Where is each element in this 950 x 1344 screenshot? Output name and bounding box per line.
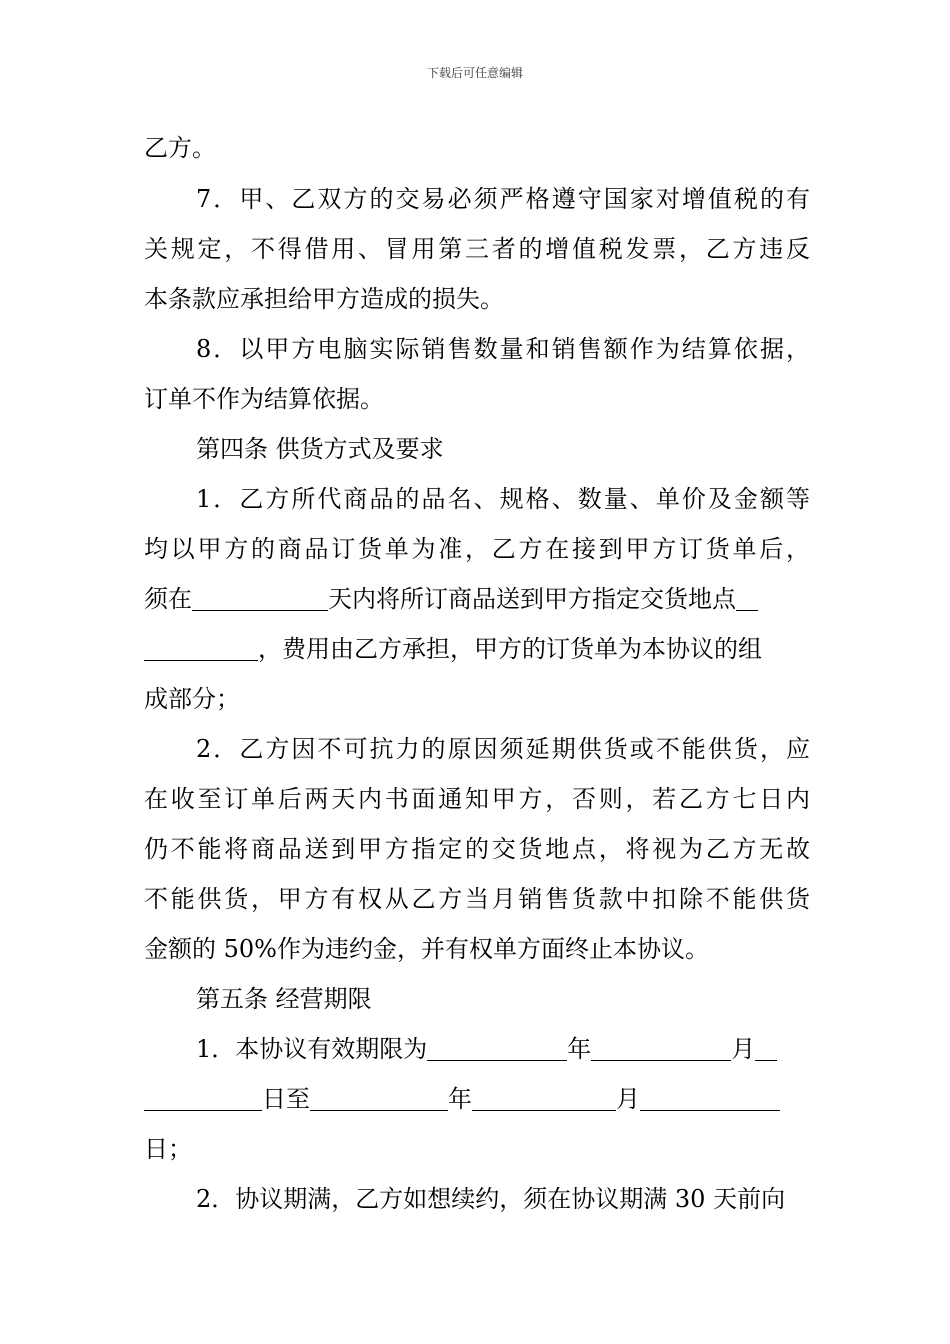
text-line: 关规定，不得借用、冒用第三者的增值税发票，乙方违反 [144, 235, 810, 263]
text-fragment: 日至 [262, 1085, 310, 1113]
text-line: 乙方。 [144, 134, 216, 162]
fill-blank [472, 1082, 616, 1111]
text-line: 成部分； [144, 685, 240, 713]
text-fragment: 月 [731, 1035, 756, 1063]
section-heading: 第五条 经营期限 [196, 985, 372, 1013]
text-fragment: 天内将所订商品送到甲方指定交货地点 [328, 585, 736, 613]
text-line [144, 1082, 810, 1116]
text-line: 7．甲、乙双方的交易必须严格遵守国家对增值税的有 [196, 185, 810, 213]
text-line: 均以甲方的商品订货单为准，乙方在接到甲方订货单后， [144, 535, 810, 563]
text-line: 1．乙方所代商品的品名、规格、数量、单价及金额等 [196, 485, 810, 513]
text-fragment: 年 [448, 1085, 472, 1113]
text-line [144, 582, 810, 616]
text-fragment: 年 [567, 1035, 592, 1063]
fill-blank [427, 1032, 567, 1061]
text-line: 2．协议期满，乙方如想续约，须在协议期满 30 天前向 [196, 1185, 786, 1213]
text-fragment: ，费用由乙方承担，甲方的订货单为本协议的组 [258, 635, 762, 663]
fill-blank [192, 582, 328, 611]
page-header: 下载后可任意编辑 [426, 66, 523, 80]
fill-blank [144, 632, 258, 661]
text-fragment: 1．本协议有效期限为 [196, 1035, 428, 1063]
text-line: 2．乙方因不可抗力的原因须延期供货或不能供货，应 [196, 735, 810, 763]
fill-blank [755, 1032, 777, 1061]
text-line: 在收至订单后两天内书面通知甲方，否则，若乙方七日内 [144, 785, 810, 813]
section-heading: 第四条 供货方式及要求 [196, 435, 444, 463]
fill-blank [591, 1032, 731, 1061]
text-line: 订单不作为结算依据。 [144, 385, 384, 413]
text-line [144, 632, 810, 666]
text-fragment: 须在 [144, 585, 192, 613]
fill-blank [640, 1082, 780, 1111]
text-line: 日； [144, 1135, 192, 1163]
text-line [196, 1032, 810, 1066]
text-fragment: 月 [616, 1085, 640, 1113]
text-line: 本条款应承担给甲方造成的损失。 [144, 285, 504, 313]
text-line: 仍不能将商品送到甲方指定的交货地点，将视为乙方无故 [144, 835, 810, 863]
fill-blank [144, 1082, 262, 1111]
fill-blank [736, 582, 758, 611]
text-line: 不能供货，甲方有权从乙方当月销售货款中扣除不能供货 [144, 885, 810, 913]
fill-blank [310, 1082, 448, 1111]
text-line: 8．以甲方电脑实际销售数量和销售额作为结算依据， [196, 335, 810, 363]
text-line: 金额的 50%作为违约金，并有权单方面终止本协议。 [144, 935, 709, 963]
